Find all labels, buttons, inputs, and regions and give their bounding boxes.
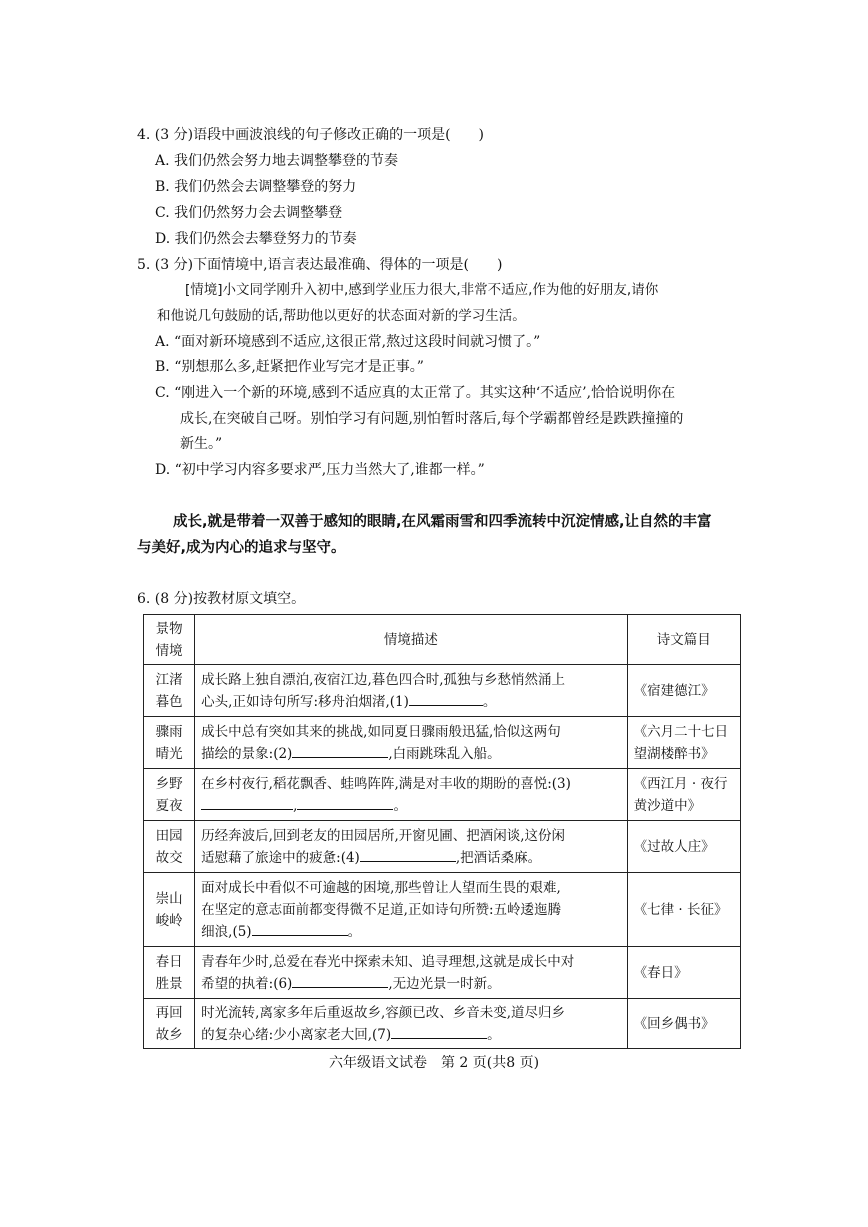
desc-line: 成长中总有突如其来的挑战,如同夏日骤雨般迅猛,恰似这两句 (201, 723, 561, 740)
q4-stem: 4. (3 分)语段中画波浪线的句子修改正确的一项是( ) (137, 127, 485, 143)
q5-option-b: B. “别想那么多,赶紧把作业写完才是正事。” (155, 359, 424, 375)
header-scene (144, 615, 195, 665)
scene-a: 乡野 (155, 775, 183, 792)
desc-text: ,白雨跳珠乱入船。 (388, 745, 501, 762)
desc-cell (195, 665, 627, 717)
q4-option-c: C. 我们仍然努力会去调整攀登 (155, 205, 343, 221)
scene-b: 暮色 (155, 693, 183, 710)
desc-text: 。 (487, 1026, 501, 1043)
table-row (144, 717, 741, 769)
title-cell: 《回乡偶书》 (627, 999, 740, 1049)
table-row (144, 999, 741, 1049)
desc-text: 。 (347, 923, 362, 940)
title-cell (627, 717, 740, 769)
passage-line1: 成长,就是带着一双善于感知的眼睛,在风霜雨雪和四季流转中沉淀情感,让自然的丰富 (173, 514, 712, 530)
passage-line2: 与美好,成为内心的追求与坚守。 (137, 540, 346, 556)
title-cell: 《七律 · 长征》 (627, 873, 740, 947)
answer-blank-3b[interactable] (297, 797, 393, 810)
scene-a: 崇山 (155, 890, 183, 907)
scene-a: 春日 (155, 953, 183, 970)
q5-context-line2: 和他说几句鼓励的话,帮助他以更好的状态面对新的学习生活。 (157, 308, 526, 324)
answer-blank-7[interactable] (391, 1026, 487, 1039)
table-row (144, 769, 741, 821)
answer-blank-2[interactable] (292, 745, 388, 758)
desc-line (201, 795, 620, 817)
scene-b: 峻岭 (155, 912, 183, 929)
header-title: 诗文篇目 (627, 615, 740, 665)
header-scene-b: 情境 (155, 642, 183, 659)
answer-blank-3a[interactable] (201, 797, 293, 810)
desc-text: 描绘的景象:(2) (201, 745, 293, 762)
answer-blank-5[interactable] (252, 923, 348, 936)
desc-cell (195, 947, 627, 999)
header-desc: 情境描述 (195, 615, 627, 665)
scene-cell (144, 999, 195, 1049)
q4-option-a: A. 我们仍然会努力地去调整攀登的节奏 (155, 153, 399, 169)
title-line: 《西江月 · 夜行 (633, 775, 728, 792)
title-cell: 《宿建德江》 (627, 665, 740, 717)
desc-line (201, 847, 620, 869)
desc-line (201, 921, 620, 943)
title-cell: 《春日》 (627, 947, 740, 999)
desc-text: 的复杂心绪:少小离家老大回,(7) (201, 1026, 392, 1043)
desc-line: 在乡村夜行,稻花飘香、蛙鸣阵阵,满是对丰收的期盼的喜悦:(3) (201, 775, 571, 792)
desc-text: ,把酒话桑麻。 (455, 849, 542, 866)
scene-cell (144, 873, 195, 947)
q5-option-c-line3: 新生。” (180, 436, 223, 452)
desc-line: 青春年少时,总爱在春光中探索未知、追寻理想,这就是成长中对 (201, 953, 575, 970)
desc-line: 历经奔波后,回到老友的田园居所,开窗见圃、把酒闲谈,这份闲 (201, 827, 566, 844)
title-cell (627, 769, 740, 821)
scene-cell (144, 821, 195, 873)
desc-text: 。 (393, 797, 407, 814)
table-row (144, 947, 741, 999)
desc-text: 细浪,(5) (201, 923, 252, 940)
desc-cell (195, 769, 627, 821)
desc-text: 希望的执着:(6) (201, 975, 293, 992)
scene-cell (144, 947, 195, 999)
scene-b: 胜景 (155, 975, 183, 992)
q5-option-a: A. “面对新环境感到不适应,这很正常,熬过这段时间就习惯了。” (155, 334, 541, 350)
q4-option-b: B. 我们仍然会去调整攀登的努力 (155, 179, 357, 195)
desc-cell (195, 999, 627, 1049)
q4-option-d: D. 我们仍然会去攀登努力的节奏 (155, 231, 357, 247)
scene-cell (144, 769, 195, 821)
page-footer: 六年级语文试卷 第 2 页(共8 页) (328, 1055, 540, 1071)
scene-cell (144, 665, 195, 717)
scene-cell (144, 717, 195, 769)
title-cell: 《过故人庄》 (627, 821, 740, 873)
scene-a: 田园 (155, 827, 183, 844)
desc-line: 面对成长中看似不可逾越的困境,那些曾让人望而生畏的艰难, (201, 879, 561, 896)
desc-cell (195, 717, 627, 769)
q5-option-c-line2: 成长,在突破自己呀。别怕学习有问题,别怕暂时落后,每个学霸都曾经是跌跌撞撞的 (180, 411, 684, 427)
scene-b: 晴光 (155, 745, 183, 762)
q5-option-d: D. “初中学习内容多要求严,压力当然大了,谁都一样。” (155, 462, 485, 478)
table-row (144, 821, 741, 873)
scene-a: 骤雨 (155, 723, 183, 740)
answer-blank-4[interactable] (360, 849, 456, 862)
table-row (144, 665, 741, 717)
desc-cell (195, 821, 627, 873)
title-line: 《六月二十七日 (633, 723, 729, 740)
desc-text: ,无边光景一时新。 (388, 975, 501, 992)
desc-line (201, 691, 620, 713)
q5-stem: 5. (3 分)下面情境中,语言表达最准确、得体的一项是( ) (137, 257, 503, 273)
desc-text: 心头,正如诗句所写:移舟泊烟渚,(1) (201, 693, 409, 710)
q5-context-line1: [情境]小文同学刚升入初中,感到学业压力很大,非常不适应,作为他的好朋友,请你 (185, 282, 659, 298)
answer-blank-1[interactable] (409, 693, 483, 706)
desc-text: , (293, 797, 298, 814)
desc-line: 在坚定的意志面前都变得微不足道,正如诗句所赞:五岭逶迤腾 (201, 901, 561, 918)
scene-a: 再回 (155, 1004, 183, 1021)
scene-a: 江渚 (155, 671, 183, 688)
answer-blank-6[interactable] (292, 975, 388, 988)
desc-line (201, 973, 620, 995)
title-line: 望湖楼醉书》 (633, 745, 715, 762)
q6-stem: 6. (8 分)按教材原文填空。 (137, 591, 306, 607)
desc-cell (195, 873, 627, 947)
q5-option-c-line1: C. “刚进入一个新的环境,感到不适应真的太正常了。其实这种‘不适应’,恰恰说明你在 (155, 385, 676, 401)
title-line: 黄沙道中》 (633, 797, 702, 814)
desc-line (201, 743, 620, 765)
table-row (144, 873, 741, 947)
scene-b: 故交 (155, 849, 183, 866)
scene-b: 故乡 (155, 1026, 183, 1043)
scene-b: 夏夜 (155, 797, 183, 814)
poem-fill-table (143, 614, 741, 1049)
desc-line: 时光流转,离家多年后重返故乡,容颜已改、乡音未变,道尽归乡 (201, 1004, 566, 1021)
desc-text: 适慰藉了旅途中的疲惫:(4) (201, 849, 360, 866)
desc-line: 成长路上独自漂泊,夜宿江边,暮色四合时,孤独与乡愁悄然涌上 (201, 671, 566, 688)
header-scene-a: 景物 (155, 620, 183, 637)
desc-text: 。 (482, 693, 497, 710)
desc-line (201, 1024, 620, 1046)
table-header-row (144, 615, 741, 665)
